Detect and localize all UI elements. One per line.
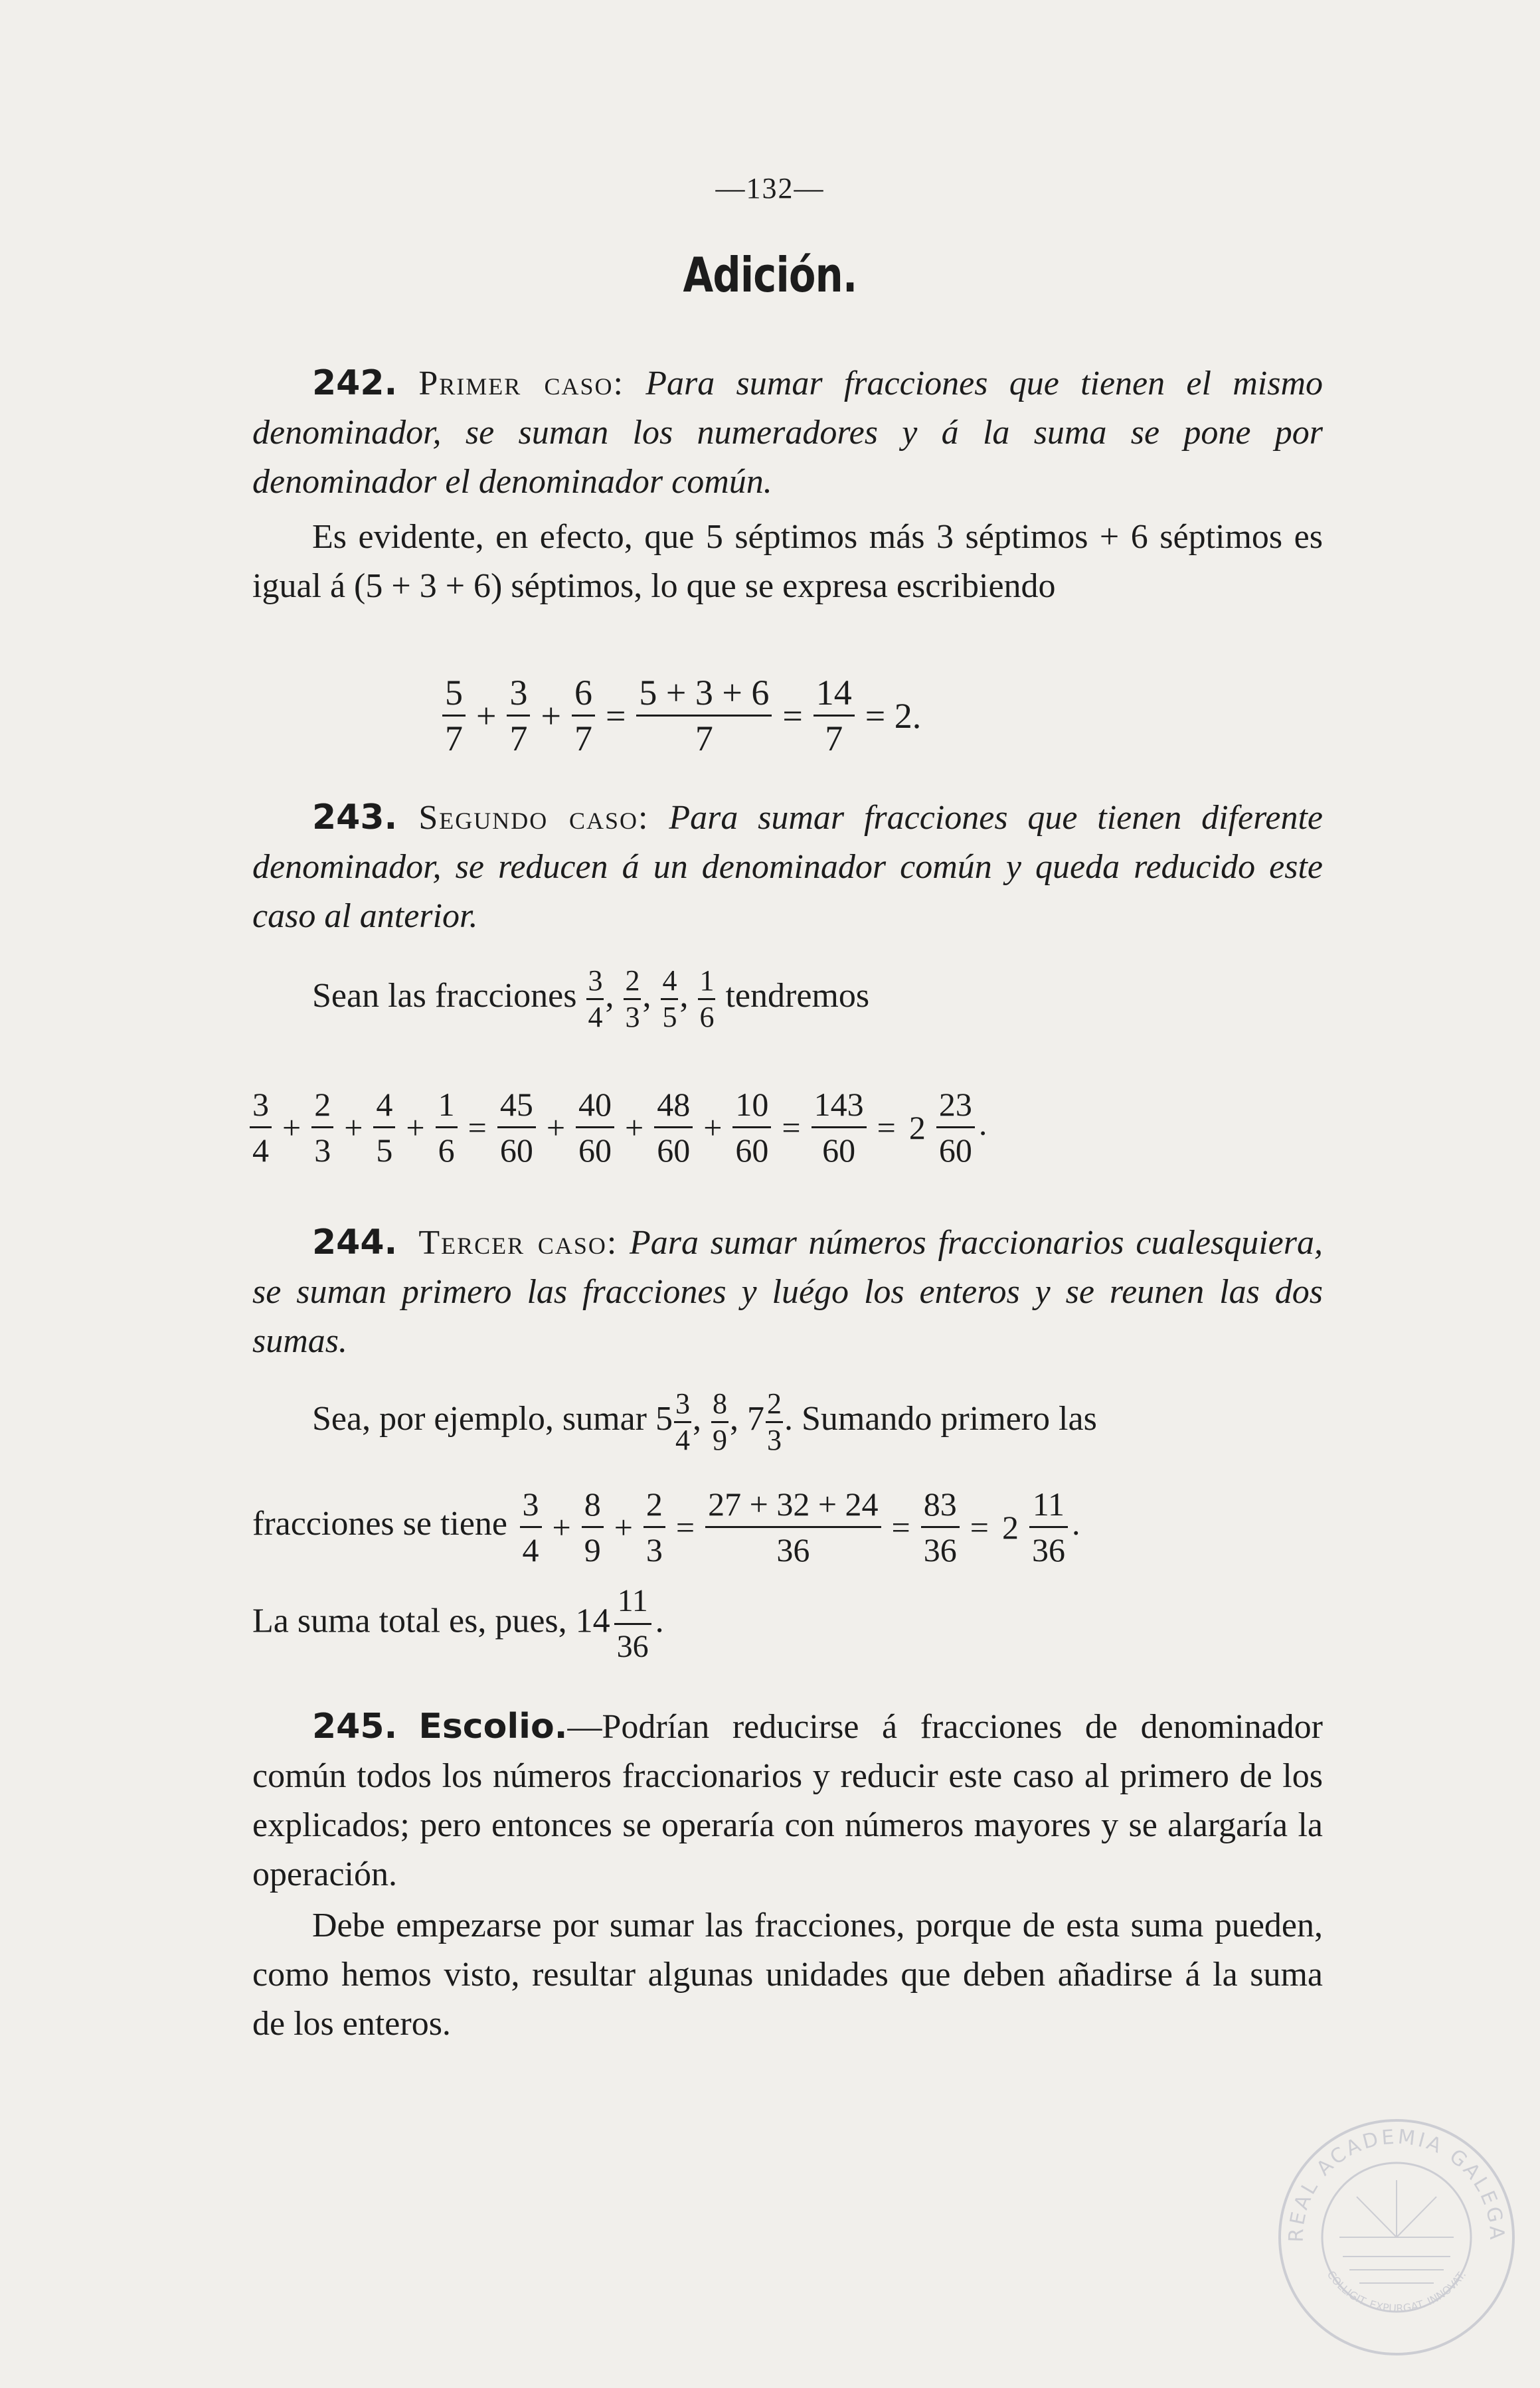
fraction: $\frac{5 + 3 + 6}{7}$ xyxy=(636,671,772,760)
section-243 xyxy=(252,793,1323,941)
section-242-body: Es evidente, en efecto, que 5 séptimos más 3 séptimos + 6 séptimos es igual á (5 + 3 + 6) séptimos, lo que se expresa escribiendo xyxy=(252,518,1323,605)
section-heading: Tercer caso: xyxy=(418,1224,618,1262)
section-rule: Para sumar fracciones que tienen el mismo denominador, se suman los numeradores y á la suma se pone por denominador el denominador común. xyxy=(252,365,1323,501)
page-number: —132— xyxy=(715,172,825,205)
section-244-example: Sea, por ejemplo, sumar 5 $\frac{3}{4}$ , $\frac{8}{9}$ , 7 $\frac{2}{3}$ . Sumando primero las xyxy=(312,1387,1097,1456)
section-number: 245. xyxy=(312,1707,398,1747)
svg-text:COLLIGIT. EXPURGAT. INNOVAT.: COLLIGIT. EXPURGAT. INNOVAT. xyxy=(1324,2268,1469,2315)
equation-1: $\frac{5}{7}$ + $\frac{3}{7}$ + $\frac{6}{7}$ = $\frac{5 + 3 + 6}{7}$ = $\frac{14}{7}$ = 2. xyxy=(438,671,928,760)
fraction: $\frac{6}{7}$ xyxy=(572,671,595,760)
page-title: Adición. xyxy=(683,247,857,303)
equation-2: $\frac{3}{4}$ + $\frac{2}{3}$ + $\frac{4}{5}$ + $\frac{1}{6}$ = $\frac{45}{60}$ + $\frac{40}{60}$ + $\frac{48}{60}$ + $\frac{10}{60}$ = $\frac{143}{60}$ = 2 $\frac{23}{60}$ . xyxy=(246,1082,987,1172)
section-heading: Escolio. xyxy=(418,1707,568,1747)
section-heading: Segundo caso: xyxy=(418,799,649,837)
svg-text:REAL ACADEMIA GALEGA: REAL ACADEMIA GALEGA xyxy=(1284,2125,1509,2243)
section-245 xyxy=(252,1702,1323,1899)
section-244 xyxy=(252,1218,1323,1366)
section-number: 243. xyxy=(312,798,398,837)
section-245-p2: Debe empezarse por sumar las fracciones, porque de esta suma pueden, como hemos visto, resultar algunas unidades que deben añadirse á la suma de los enteros. xyxy=(252,1907,1323,2043)
section-heading: Primer caso: xyxy=(418,365,624,402)
section-243-intro: Sean las fracciones $\frac{3}{4}$ , $\frac{2}{3}$ , $\frac{4}{5}$ , $\frac{1}{6}$ tendremos xyxy=(312,964,870,1033)
section-242 xyxy=(252,359,1323,507)
equation-3: fracciones se tiene $\frac{3}{4}$ + $\frac{8}{9}$ + $\frac{2}{3}$ = $\frac{27 + 32 + 24}{36}$ = $\frac{83}{36}$ = 2 $\frac{11}{36}$ . xyxy=(252,1482,1080,1572)
section-body: —Podrían reducirse á fracciones de denominador común todos los números fraccionarios y reducir este caso al primero de los explicados; pero entonces se operaría con números mayores y se alargaría la operación. xyxy=(252,1708,1323,1893)
academy-seal xyxy=(1276,2117,1517,2357)
fraction: $\frac{3}{7}$ xyxy=(507,671,530,760)
fraction: $\frac{5}{7}$ xyxy=(442,671,466,760)
section-number: 244. xyxy=(312,1223,398,1262)
section-rule: Para sumar números fraccionarios cualesquiera, se suman primero las fracciones y luégo los enteros y se reunen las dos sumas. xyxy=(252,1224,1323,1360)
fraction: $\frac{14}{7}$ xyxy=(813,671,855,760)
result: = 2. xyxy=(865,695,922,736)
section-rule: Para sumar fracciones que tienen diferente denominador, se reducen á un denominador común y queda reducido este caso al anterior. xyxy=(252,799,1323,935)
section-number: 242. xyxy=(312,363,398,403)
total-line: La suma total es, pues, 14 $\frac{11}{36}$ . xyxy=(252,1579,664,1669)
